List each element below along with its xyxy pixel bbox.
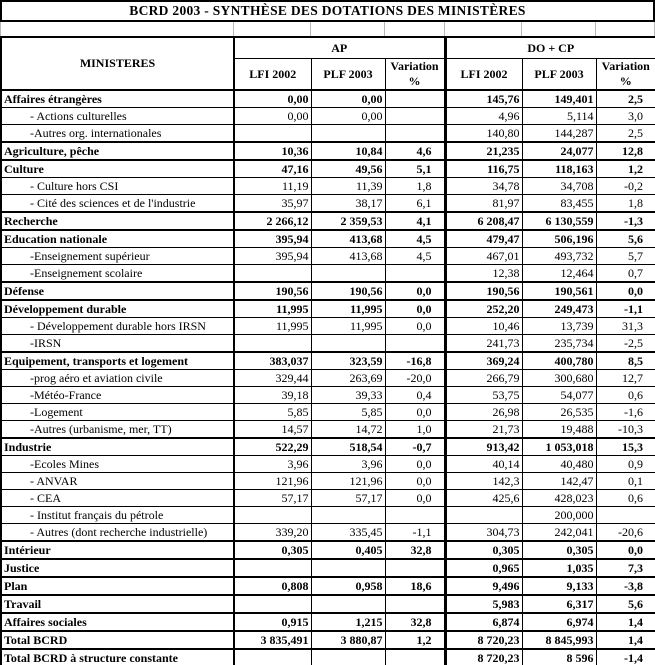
spacer-row: [0, 22, 655, 36]
value-cell-docp-variation: 0,9: [596, 456, 655, 473]
value-cell-ap-lfi: 522,29: [234, 438, 311, 456]
value-cell-docp-variation: -20,6: [596, 524, 655, 542]
value-cell-ap-plf: [311, 559, 385, 577]
value-cell-ap-lfi: 39,18: [234, 387, 311, 404]
value-cell-docp-plf: 8 596: [522, 649, 596, 665]
value-cell-ap-plf: 5,85: [311, 404, 385, 421]
value-cell-docp-variation: 15,3: [596, 438, 655, 456]
value-cell-ap-lfi: 0,00: [234, 90, 311, 108]
value-cell-docp-lfi: 140,80: [445, 125, 522, 143]
value-cell-docp-lfi: 8 720,23: [445, 631, 522, 649]
value-cell-docp-plf: 118,163: [522, 160, 596, 178]
value-cell-docp-plf: 54,077: [522, 387, 596, 404]
value-cell-docp-variation: 5,7: [596, 248, 655, 265]
ministry-label: - Actions culturelles: [1, 108, 234, 125]
value-cell-ap-lfi: 0,915: [234, 613, 311, 631]
value-cell-docp-variation: 2,5: [596, 90, 655, 108]
value-cell-ap-lfi: 35,97: [234, 195, 311, 213]
value-cell-ap-lfi: 0,808: [234, 577, 311, 595]
value-cell-docp-plf: 12,464: [522, 265, 596, 283]
value-cell-ap-lfi: 11,19: [234, 178, 311, 195]
value-cell-docp-plf: 428,023: [522, 490, 596, 507]
value-cell-docp-plf: 6,317: [522, 595, 596, 613]
value-cell-docp-plf: 144,287: [522, 125, 596, 143]
value-cell-docp-variation: 5,6: [596, 230, 655, 248]
value-cell-docp-variation: 0,6: [596, 387, 655, 404]
table-row: [1, 649, 655, 665]
grid-line: [233, 22, 234, 36]
value-cell-docp-lfi: 369,24: [445, 352, 522, 370]
variation-label: Variation: [390, 59, 439, 73]
value-cell-docp-plf: 5,114: [522, 108, 596, 125]
value-cell-ap-plf: 49,56: [311, 160, 385, 178]
table-row: [1, 559, 655, 577]
value-cell-ap-plf: 413,68: [311, 230, 385, 248]
value-cell-ap-variation: 0,0: [385, 318, 445, 335]
table-row: [1, 613, 655, 631]
value-cell-ap-plf: 0,00: [311, 108, 385, 125]
value-cell-ap-plf: 0,405: [311, 541, 385, 559]
table-row: [1, 456, 655, 473]
ministry-label: Défense: [1, 282, 234, 300]
value-cell-ap-plf: [311, 595, 385, 613]
value-cell-docp-variation: 0,0: [596, 282, 655, 300]
value-cell-docp-variation: 0,1: [596, 473, 655, 490]
value-cell-docp-variation: 0,7: [596, 265, 655, 283]
value-cell-ap-lfi: 57,17: [234, 490, 311, 507]
value-cell-ap-variation: 0,0: [385, 282, 445, 300]
value-cell-docp-variation: 0,0: [596, 541, 655, 559]
value-cell-docp-variation: 1,4: [596, 613, 655, 631]
value-cell-ap-variation: [385, 335, 445, 353]
grid-line: [444, 22, 445, 36]
group-header-do-cp: DO + CP: [445, 37, 655, 59]
value-cell-docp-variation: -1,3: [596, 212, 655, 230]
ministry-label: - Développement durable hors IRSN: [1, 318, 234, 335]
table-row: [1, 490, 655, 507]
table-row: [1, 404, 655, 421]
value-cell-docp-variation: 12,8: [596, 142, 655, 160]
value-cell-ap-variation: 0,0: [385, 473, 445, 490]
value-cell-docp-lfi: 12,38: [445, 265, 522, 283]
value-cell-docp-plf: 26,535: [522, 404, 596, 421]
ministry-label: -Autres (urbanisme, mer, TT): [1, 421, 234, 439]
value-cell-ap-lfi: 190,56: [234, 282, 311, 300]
value-cell-docp-lfi: 479,47: [445, 230, 522, 248]
value-cell-docp-variation: 5,6: [596, 595, 655, 613]
table-row: [1, 352, 655, 370]
col-header-lfi-2002-docp: LFI 2002: [445, 59, 522, 91]
value-cell-docp-lfi: 8 720,23: [445, 649, 522, 665]
ministry-label: Agriculture, pêche: [1, 142, 234, 160]
value-cell-ap-lfi: 14,57: [234, 421, 311, 439]
value-cell-ap-plf: 11,995: [311, 318, 385, 335]
value-cell-docp-lfi: 0,965: [445, 559, 522, 577]
value-cell-ap-variation: -1,1: [385, 524, 445, 542]
table-row: [1, 577, 655, 595]
value-cell-ap-variation: 0,0: [385, 456, 445, 473]
value-cell-ap-plf: 518,54: [311, 438, 385, 456]
budget-table: [0, 36, 655, 665]
table-row: [1, 387, 655, 404]
value-cell-ap-plf: 413,68: [311, 248, 385, 265]
value-cell-ap-variation: -20,0: [385, 370, 445, 387]
value-cell-docp-plf: 400,780: [522, 352, 596, 370]
value-cell-docp-lfi: 142,3: [445, 473, 522, 490]
table-row: [1, 142, 655, 160]
percent-label: %: [408, 74, 421, 88]
value-cell-ap-variation: -0,7: [385, 438, 445, 456]
value-cell-ap-plf: 1,215: [311, 613, 385, 631]
ministry-label: -Autres org. internationales: [1, 125, 234, 143]
ministry-label: Equipement, transports et logement: [1, 352, 234, 370]
ministry-label: Travail: [1, 595, 234, 613]
value-cell-docp-lfi: 425,6: [445, 490, 522, 507]
value-cell-docp-lfi: [445, 507, 522, 524]
value-cell-ap-plf: 121,96: [311, 473, 385, 490]
ministry-label: Education nationale: [1, 230, 234, 248]
value-cell-ap-lfi: [234, 507, 311, 524]
value-cell-docp-variation: -2,5: [596, 335, 655, 353]
value-cell-ap-lfi: 3,96: [234, 456, 311, 473]
value-cell-ap-lfi: 121,96: [234, 473, 311, 490]
ministry-label: -Logement: [1, 404, 234, 421]
value-cell-docp-plf: 83,455: [522, 195, 596, 213]
ministry-label: Industrie: [1, 438, 234, 456]
value-cell-docp-lfi: 26,98: [445, 404, 522, 421]
value-cell-ap-variation: -16,8: [385, 352, 445, 370]
value-cell-ap-lfi: 11,995: [234, 318, 311, 335]
value-cell-docp-lfi: 145,76: [445, 90, 522, 108]
value-cell-ap-lfi: 0,00: [234, 108, 311, 125]
value-cell-docp-plf: 235,734: [522, 335, 596, 353]
page-title: BCRD 2003 - SYNTHÈSE DES DOTATIONS DES MINISTÈRES: [0, 0, 655, 22]
table-row: [1, 421, 655, 439]
grid-line: [310, 22, 311, 36]
value-cell-docp-plf: 1,035: [522, 559, 596, 577]
value-cell-docp-variation: 12,7: [596, 370, 655, 387]
value-cell-ap-variation: [385, 125, 445, 143]
value-cell-docp-plf: 40,480: [522, 456, 596, 473]
value-cell-ap-variation: [385, 265, 445, 283]
value-cell-ap-plf: 39,33: [311, 387, 385, 404]
value-cell-ap-plf: 11,995: [311, 300, 385, 318]
value-cell-ap-lfi: 11,995: [234, 300, 311, 318]
value-cell-docp-variation: -1,1: [596, 300, 655, 318]
value-cell-ap-variation: 4,6: [385, 142, 445, 160]
value-cell-docp-lfi: 190,56: [445, 282, 522, 300]
table-row: [1, 212, 655, 230]
value-cell-ap-lfi: 0,305: [234, 541, 311, 559]
value-cell-docp-lfi: 81,97: [445, 195, 522, 213]
value-cell-ap-variation: 4,1: [385, 212, 445, 230]
table-row: [1, 541, 655, 559]
value-cell-ap-lfi: 47,16: [234, 160, 311, 178]
value-cell-docp-lfi: 6 208,47: [445, 212, 522, 230]
variation-label: Variation: [601, 59, 650, 73]
table-row: [1, 282, 655, 300]
table-row: [1, 90, 655, 108]
table-row: [1, 160, 655, 178]
value-cell-docp-lfi: 40,14: [445, 456, 522, 473]
table-row: [1, 318, 655, 335]
value-cell-docp-plf: 249,473: [522, 300, 596, 318]
value-cell-docp-plf: 200,000: [522, 507, 596, 524]
ministry-label: -Enseignement scolaire: [1, 265, 234, 283]
value-cell-ap-variation: [385, 649, 445, 665]
value-cell-ap-variation: [385, 595, 445, 613]
value-cell-ap-plf: 323,59: [311, 352, 385, 370]
table-row: [1, 230, 655, 248]
value-cell-ap-lfi: 339,20: [234, 524, 311, 542]
value-cell-docp-plf: 24,077: [522, 142, 596, 160]
table-row: [1, 300, 655, 318]
value-cell-docp-variation: 3,0: [596, 108, 655, 125]
value-cell-ap-plf: 10,84: [311, 142, 385, 160]
value-cell-ap-lfi: 10,36: [234, 142, 311, 160]
ministry-label: -prog aéro et aviation civile: [1, 370, 234, 387]
table-row: [1, 473, 655, 490]
value-cell-docp-plf: 6 130,559: [522, 212, 596, 230]
value-cell-docp-variation: 7,3: [596, 559, 655, 577]
value-cell-docp-variation: 0,6: [596, 490, 655, 507]
value-cell-ap-lfi: 329,44: [234, 370, 311, 387]
value-cell-ap-plf: [311, 265, 385, 283]
value-cell-ap-lfi: [234, 265, 311, 283]
value-cell-docp-plf: 19,488: [522, 421, 596, 439]
value-cell-ap-plf: [311, 125, 385, 143]
ministry-label: -Ecoles Mines: [1, 456, 234, 473]
value-cell-docp-lfi: 0,305: [445, 541, 522, 559]
value-cell-docp-lfi: 304,73: [445, 524, 522, 542]
table-row: [1, 595, 655, 613]
value-cell-docp-lfi: 4,96: [445, 108, 522, 125]
value-cell-ap-lfi: [234, 125, 311, 143]
value-cell-docp-lfi: 10,46: [445, 318, 522, 335]
ministry-label: Justice: [1, 559, 234, 577]
value-cell-docp-lfi: 34,78: [445, 178, 522, 195]
value-cell-ap-plf: 57,17: [311, 490, 385, 507]
value-cell-ap-lfi: [234, 335, 311, 353]
value-cell-ap-plf: 11,39: [311, 178, 385, 195]
table-row: [1, 524, 655, 542]
value-cell-ap-variation: 1,2: [385, 631, 445, 649]
value-cell-docp-plf: 6,974: [522, 613, 596, 631]
value-cell-ap-variation: [385, 90, 445, 108]
value-cell-docp-lfi: 6,874: [445, 613, 522, 631]
value-cell-ap-plf: [311, 335, 385, 353]
col-header-ministeres: MINISTERES: [1, 37, 234, 90]
value-cell-ap-lfi: 395,94: [234, 248, 311, 265]
value-cell-ap-plf: 263,69: [311, 370, 385, 387]
value-cell-docp-lfi: 913,42: [445, 438, 522, 456]
value-cell-ap-variation: 1,8: [385, 178, 445, 195]
value-cell-docp-lfi: 116,75: [445, 160, 522, 178]
ministry-label: - Autres (dont recherche industrielle): [1, 524, 234, 542]
ministry-label: -Enseignement supérieur: [1, 248, 234, 265]
value-cell-docp-plf: 8 845,993: [522, 631, 596, 649]
grid-line: [521, 22, 522, 36]
value-cell-docp-variation: -10,3: [596, 421, 655, 439]
table-row: [1, 631, 655, 649]
ministry-label: - Culture hors CSI: [1, 178, 234, 195]
value-cell-ap-variation: 32,8: [385, 613, 445, 631]
value-cell-ap-variation: 4,5: [385, 248, 445, 265]
value-cell-ap-lfi: 383,037: [234, 352, 311, 370]
table-row: [1, 265, 655, 283]
table-row: [1, 507, 655, 524]
value-cell-ap-lfi: 5,85: [234, 404, 311, 421]
value-cell-ap-variation: [385, 108, 445, 125]
value-cell-ap-plf: 190,56: [311, 282, 385, 300]
value-cell-ap-variation: [385, 559, 445, 577]
value-cell-ap-plf: 0,00: [311, 90, 385, 108]
table-row: [1, 178, 655, 195]
value-cell-ap-variation: 32,8: [385, 541, 445, 559]
ministry-label: Total BCRD à structure constante: [1, 649, 234, 665]
value-cell-docp-variation: -1,4: [596, 649, 655, 665]
ministry-label: Plan: [1, 577, 234, 595]
value-cell-docp-plf: 506,196: [522, 230, 596, 248]
value-cell-docp-variation: -3,8: [596, 577, 655, 595]
value-cell-docp-lfi: 21,73: [445, 421, 522, 439]
value-cell-docp-lfi: 9,496: [445, 577, 522, 595]
value-cell-ap-variation: 6,1: [385, 195, 445, 213]
value-cell-ap-variation: 0,0: [385, 404, 445, 421]
value-cell-ap-plf: 0,958: [311, 577, 385, 595]
value-cell-docp-lfi: 467,01: [445, 248, 522, 265]
value-cell-docp-lfi: 21,235: [445, 142, 522, 160]
value-cell-docp-plf: 149,401: [522, 90, 596, 108]
ministry-label: Affaires étrangères: [1, 90, 234, 108]
ministry-label: Recherche: [1, 212, 234, 230]
col-header-variation-ap: [385, 59, 445, 91]
table-row: [1, 195, 655, 213]
value-cell-ap-lfi: [234, 559, 311, 577]
value-cell-ap-plf: [311, 649, 385, 665]
value-cell-docp-plf: 9,133: [522, 577, 596, 595]
table-row: [1, 248, 655, 265]
percent-label: %: [619, 74, 632, 88]
table-row: [1, 335, 655, 353]
value-cell-ap-variation: 18,6: [385, 577, 445, 595]
value-cell-ap-lfi: 2 266,12: [234, 212, 311, 230]
group-header-ap: AP: [234, 37, 445, 59]
grid-line: [0, 22, 1, 36]
value-cell-docp-lfi: 5,983: [445, 595, 522, 613]
col-header-variation-docp: [596, 59, 655, 91]
grid-line: [384, 22, 385, 36]
value-cell-ap-variation: 4,5: [385, 230, 445, 248]
ministry-label: Développement durable: [1, 300, 234, 318]
value-cell-ap-lfi: [234, 649, 311, 665]
value-cell-ap-plf: 2 359,53: [311, 212, 385, 230]
value-cell-ap-lfi: [234, 595, 311, 613]
table-row: [1, 438, 655, 456]
value-cell-ap-plf: 3,96: [311, 456, 385, 473]
value-cell-docp-lfi: 53,75: [445, 387, 522, 404]
value-cell-docp-variation: 31,3: [596, 318, 655, 335]
value-cell-docp-plf: 0,305: [522, 541, 596, 559]
value-cell-docp-lfi: 266,79: [445, 370, 522, 387]
value-cell-ap-plf: 14,72: [311, 421, 385, 439]
value-cell-ap-lfi: 3 835,491: [234, 631, 311, 649]
value-cell-docp-variation: 2,5: [596, 125, 655, 143]
col-header-plf-2003-ap: PLF 2003: [311, 59, 385, 91]
value-cell-ap-plf: 335,45: [311, 524, 385, 542]
value-cell-ap-plf: [311, 507, 385, 524]
value-cell-docp-plf: 13,739: [522, 318, 596, 335]
value-cell-ap-variation: 0,0: [385, 300, 445, 318]
value-cell-ap-variation: [385, 507, 445, 524]
value-cell-docp-plf: 300,680: [522, 370, 596, 387]
value-cell-docp-plf: 1 053,018: [522, 438, 596, 456]
value-cell-docp-lfi: 241,73: [445, 335, 522, 353]
ministry-label: - ANVAR: [1, 473, 234, 490]
value-cell-docp-plf: 34,708: [522, 178, 596, 195]
value-cell-docp-plf: 242,041: [522, 524, 596, 542]
value-cell-docp-plf: 493,732: [522, 248, 596, 265]
table-row: [1, 370, 655, 387]
value-cell-docp-variation: [596, 507, 655, 524]
ministry-label: - Institut français du pétrole: [1, 507, 234, 524]
value-cell-ap-variation: 5,1: [385, 160, 445, 178]
ministry-label: - CEA: [1, 490, 234, 507]
value-cell-docp-plf: 142,47: [522, 473, 596, 490]
table-row: [1, 125, 655, 143]
value-cell-ap-variation: 0,0: [385, 490, 445, 507]
value-cell-ap-variation: 0,4: [385, 387, 445, 404]
value-cell-docp-lfi: 252,20: [445, 300, 522, 318]
value-cell-docp-variation: -0,2: [596, 178, 655, 195]
value-cell-docp-variation: 1,8: [596, 195, 655, 213]
col-header-lfi-2002-ap: LFI 2002: [234, 59, 311, 91]
ministry-label: -Météo-France: [1, 387, 234, 404]
grid-line: [595, 22, 596, 36]
ministry-label: Culture: [1, 160, 234, 178]
value-cell-ap-plf: 38,17: [311, 195, 385, 213]
value-cell-ap-plf: 3 880,87: [311, 631, 385, 649]
value-cell-docp-plf: 190,561: [522, 282, 596, 300]
ministry-label: -IRSN: [1, 335, 234, 353]
table-row: [1, 108, 655, 125]
ministry-label: Total BCRD: [1, 631, 234, 649]
value-cell-ap-lfi: 395,94: [234, 230, 311, 248]
value-cell-ap-variation: 1,0: [385, 421, 445, 439]
value-cell-docp-variation: -1,6: [596, 404, 655, 421]
col-header-plf-2003-docp: PLF 2003: [522, 59, 596, 91]
ministry-label: Intérieur: [1, 541, 234, 559]
value-cell-docp-variation: 1,2: [596, 160, 655, 178]
ministry-label: - Cité des sciences et de l'industrie: [1, 195, 234, 213]
value-cell-docp-variation: 8,5: [596, 352, 655, 370]
value-cell-docp-variation: 1,4: [596, 631, 655, 649]
ministry-label: Affaires sociales: [1, 613, 234, 631]
